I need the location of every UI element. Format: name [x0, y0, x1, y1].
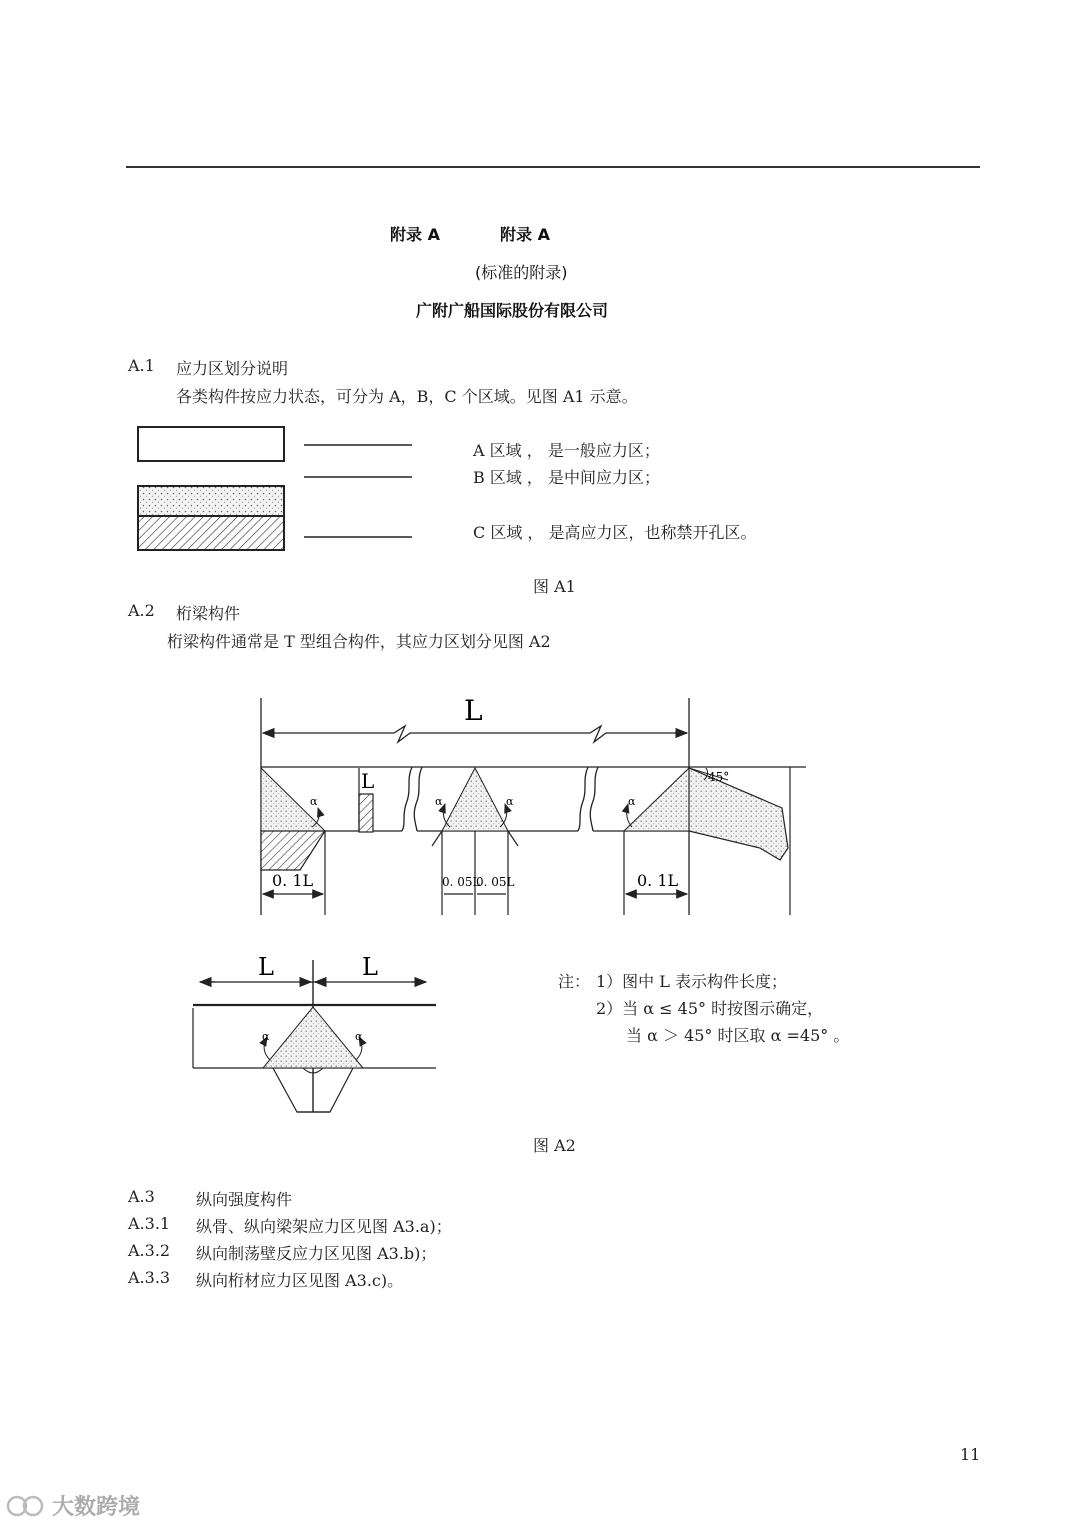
section-a33-number: A.3.3 [128, 1268, 171, 1287]
svg-text:α: α [310, 795, 318, 808]
figure-a1-legend-swatches [130, 420, 430, 560]
section-a33-text: 纵向桁材应力区见图 A3.c)。 [196, 1271, 404, 1290]
legend-zone-c: C 区域 ， 是高应力区，也称禁开孔区。 [473, 523, 757, 542]
section-a1-number: A.1 [128, 356, 155, 375]
section-a2-title: 桁梁构件 [176, 604, 241, 623]
section-a1-text: 各类构件按应力状态，可分为 A，B，C 个区域。见图 A1 示意。 [176, 387, 638, 406]
company-name: 广附广船国际股份有限公司 [416, 301, 609, 320]
svg-text:0. 05L: 0. 05L [476, 875, 515, 889]
svg-text:0. 05L: 0. 05L [442, 875, 481, 889]
zone-a-swatch [138, 427, 284, 461]
svg-text:0. 1L: 0. 1L [272, 871, 314, 890]
legend-zone-a: A 区域 ， 是一般应力区； [473, 441, 660, 460]
note-line-2: 2）当 α ≤ 45° 时按图示确定， [596, 999, 824, 1018]
section-a3-title: 纵向强度构件 [196, 1190, 293, 1209]
watermark-logo-icon [6, 1493, 46, 1519]
notes-prefix: 注： [558, 972, 591, 991]
section-a3-number: A.3 [128, 1187, 155, 1206]
note-line-1: 1）图中 L 表示构件长度； [596, 972, 787, 991]
svg-text:α: α [506, 795, 514, 808]
watermark [6, 1490, 140, 1521]
legend-zone-b: B 区域 ， 是中间应力区； [473, 468, 661, 487]
section-a31-number: A.3.1 [128, 1214, 171, 1233]
svg-text:45°: 45° [708, 770, 730, 784]
section-a2-text: 桁梁构件通常是 T 型组合构件，其应力区划分见图 A2 [167, 632, 551, 651]
section-a1-title: 应力区划分说明 [176, 359, 289, 378]
svg-text:L: L [361, 769, 375, 793]
section-a32-text: 纵向制荡壁反应力区见图 A3.b)； [196, 1244, 437, 1263]
note-line-3: 当 α ＞ 45° 时区取 α =45° 。 [626, 1026, 850, 1045]
watermark-text: 大数跨境 [52, 1495, 141, 1520]
appendix-title-left: 附录 A [390, 225, 440, 244]
section-a2-number: A.2 [128, 601, 155, 620]
section-a31-text: 纵骨、纵向梁架应力区见图 A3.a)； [196, 1217, 452, 1236]
svg-text:α: α [628, 795, 636, 808]
svg-text:α: α [435, 795, 443, 808]
page-number: 11 [960, 1445, 981, 1464]
section-a32-number: A.3.2 [128, 1241, 171, 1260]
figure-a2-caption: 图 A2 [533, 1136, 576, 1155]
header-rule [126, 166, 980, 168]
appendix-subtitle: (标准的附录) [475, 263, 568, 282]
figure-a2-drawing [0, 680, 1080, 1140]
svg-text:α: α [355, 1030, 363, 1043]
zone-c-swatch [138, 516, 284, 550]
svg-text:L: L [464, 694, 483, 727]
svg-text:α: α [262, 1030, 270, 1043]
svg-text:0. 1L: 0. 1L [637, 871, 679, 890]
zone-b-swatch [138, 486, 284, 516]
appendix-title-right: 附录 A [500, 225, 550, 244]
figure-a1-caption: 图 A1 [533, 577, 576, 596]
svg-text:L: L [362, 953, 378, 981]
svg-text:L: L [258, 953, 274, 981]
